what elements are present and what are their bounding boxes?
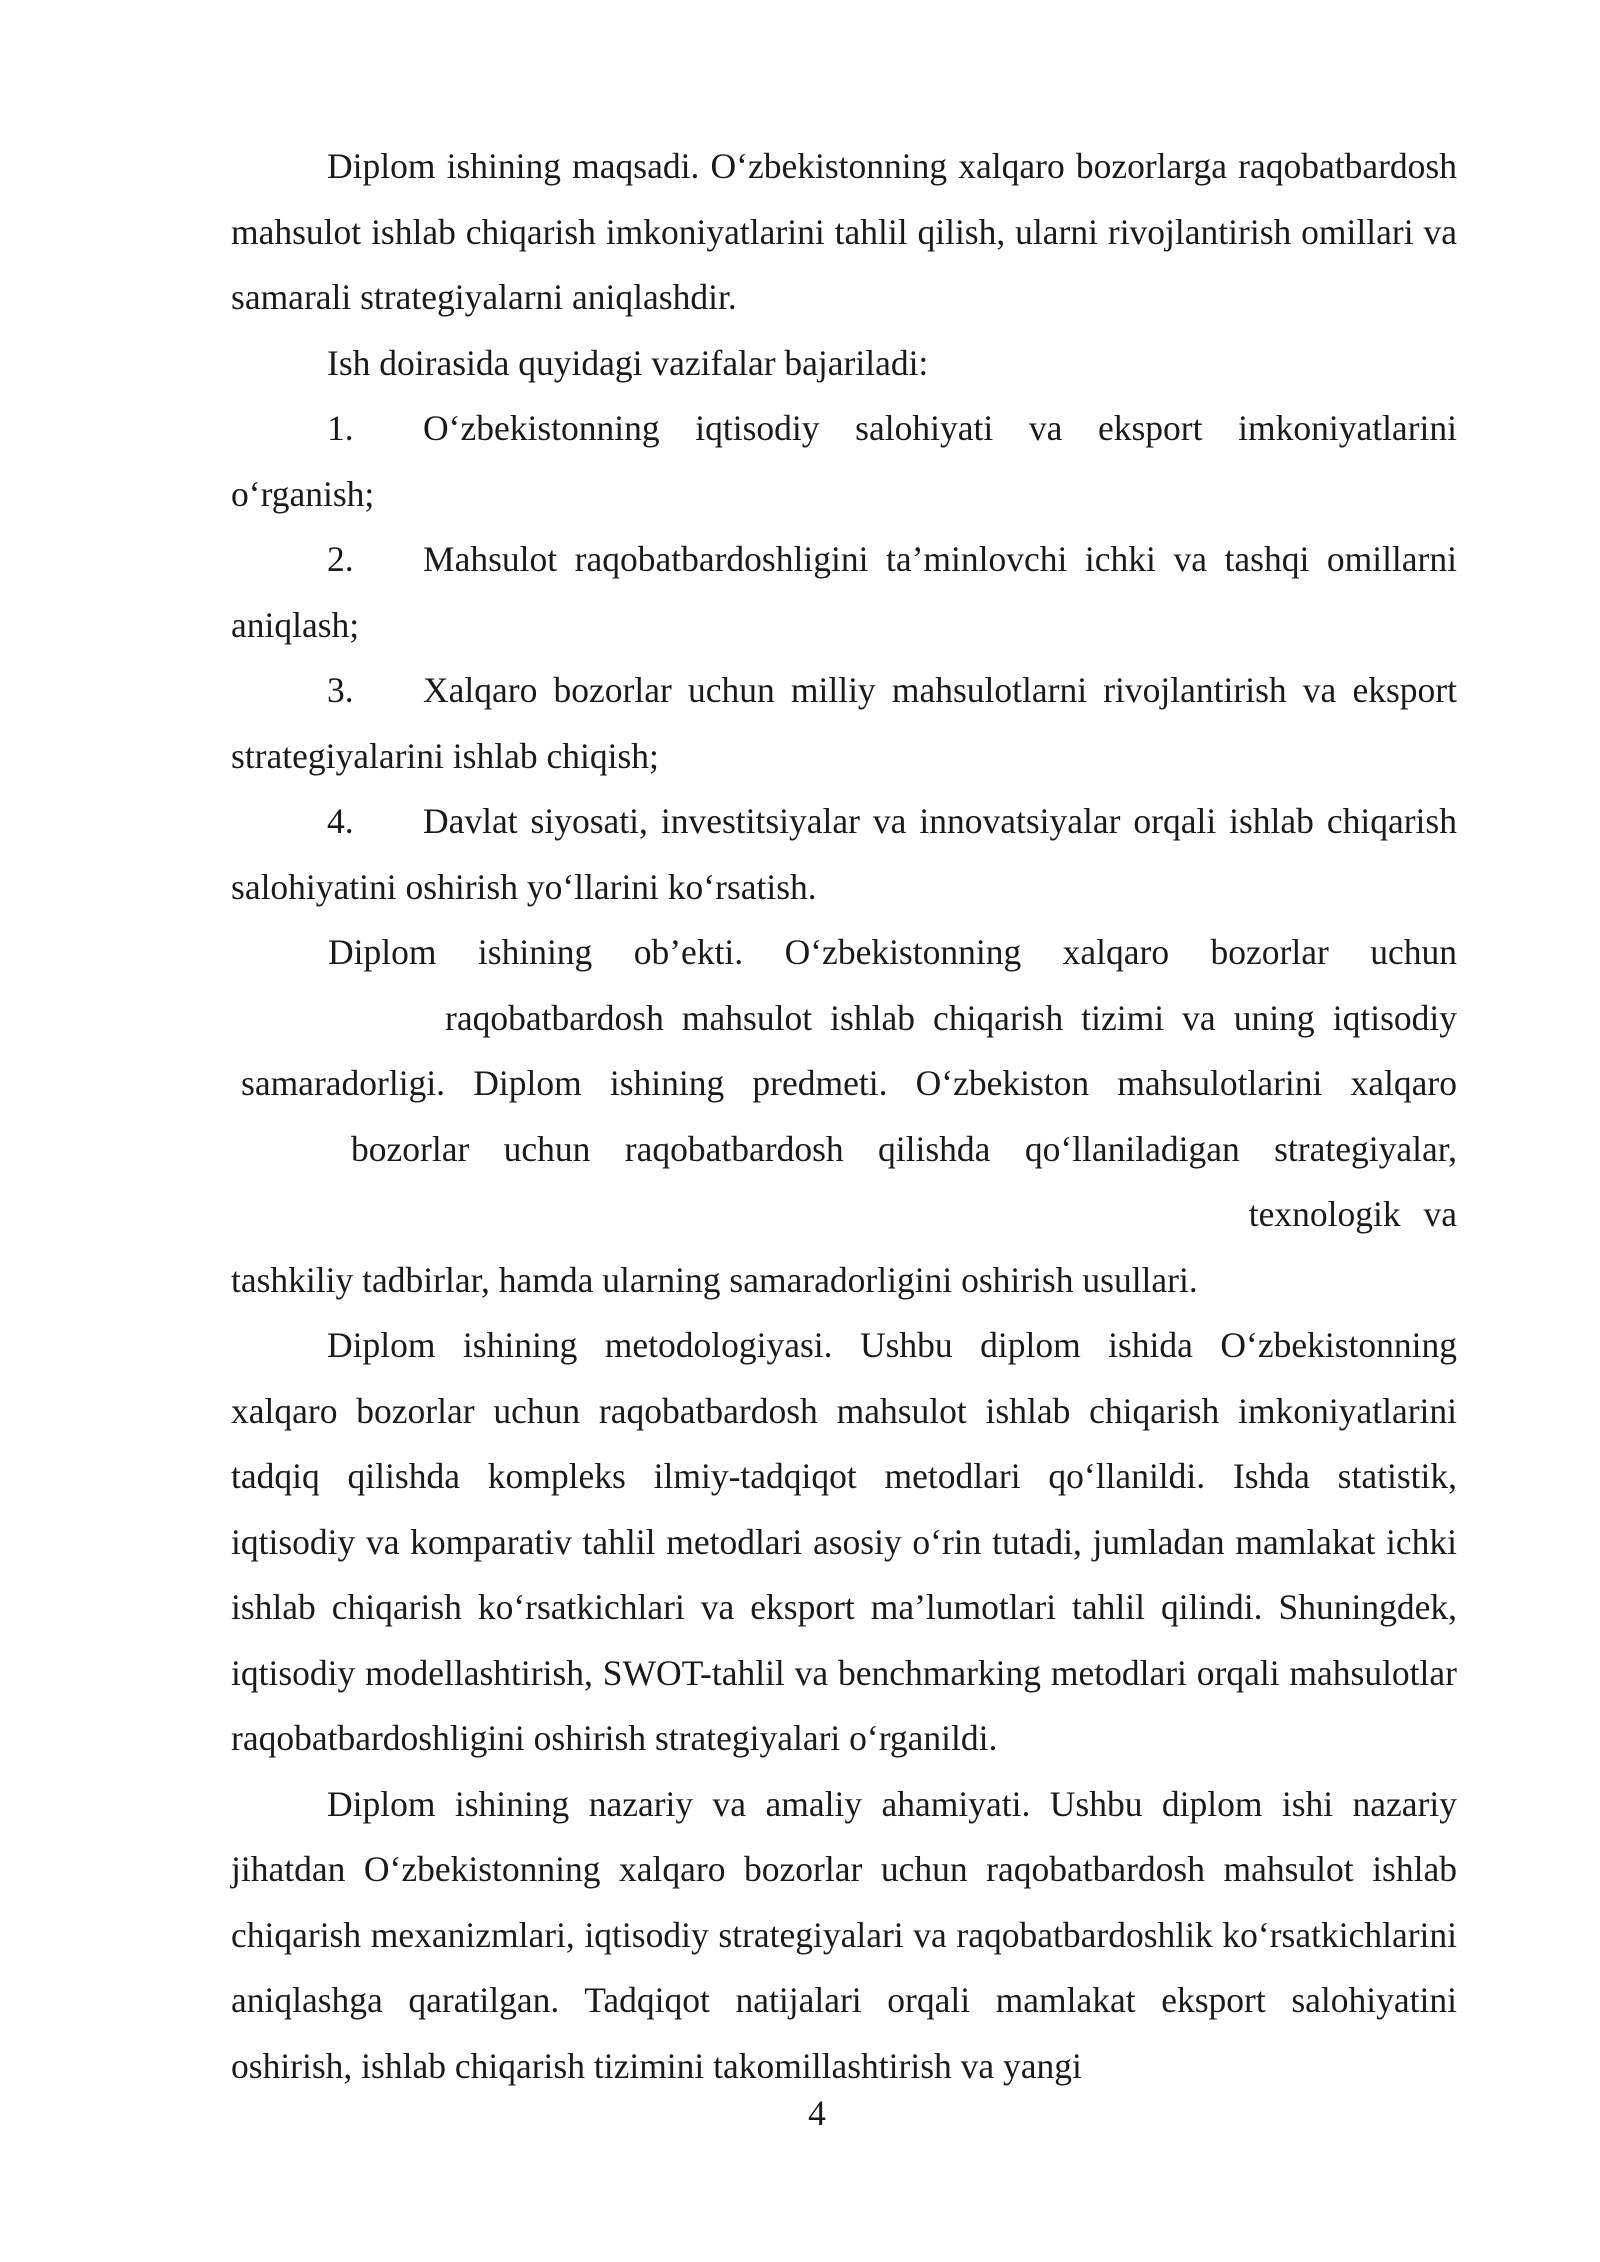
list-item-text: Mahsulot raqobatbardoshligini ta’minlovchi ichki va tashqi omillarni aniqlash; xyxy=(231,539,1457,645)
list-item xyxy=(231,658,1457,789)
list-item-number: 2. xyxy=(327,539,354,579)
object-line: Diplom ishining ob’ekti. O‘zbekistonning xalqaro bozorlar uchun xyxy=(328,932,1457,972)
list-item xyxy=(231,396,1457,527)
object-line: bozorlar uchun raqobatbardosh qilishda qo‘llaniladigan strategiyalar, xyxy=(351,1128,1457,1169)
aim-paragraph: Diplom ishining maqsadi. O‘zbekistonning xalqaro bozorlarga raqobatbardosh mahsulot ishlab chiqarish imkoniyatlarini tahlil qilish, ularni rivojlantirish omillari va samarali strategiyalarni aniqlashdir. xyxy=(231,146,1457,317)
document-body xyxy=(231,134,1457,2099)
list-item-number: 3. xyxy=(327,670,354,710)
list-item-number: 1. xyxy=(327,408,354,448)
tasks-intro: Ish doirasida quyidagi vazifalar bajariladi: xyxy=(327,342,929,383)
tasks-list xyxy=(231,396,1457,920)
list-item xyxy=(231,527,1457,658)
list-item xyxy=(231,789,1457,920)
object-line: samaradorligi. Diplom ishining predmeti. O‘zbekiston mahsulotlarini xalqaro xyxy=(241,1063,1457,1103)
object-subject-block xyxy=(231,920,1457,1313)
list-item-text: O‘zbekistonning iqtisodiy salohiyati va eksport imkoniyatlarini o‘rganish; xyxy=(231,408,1457,514)
page-number: 4 xyxy=(808,2093,826,2133)
list-item-text: Xalqaro bozorlar uchun milliy mahsulotlarni rivojlantirish va eksport strategiyalarini ishlab chiqish; xyxy=(231,670,1457,776)
significance-paragraph: Diplom ishining nazariy va amaliy ahamiyati. Ushbu diplom ishi nazariy jihatdan O‘zbekistonning xalqaro bozorlar uchun raqobatbardosh mahsulot ishlab chiqarish mexanizmlari, iqtisodiy strategiyalari va raqobatbardoshlik ko‘rsatkichlarini aniqlashga qaratilgan. Tadqiqot natijalari orqali mamlakat eksport salohiyatini oshirish, ishlab chiqarish tizimini takomillashtirish va yangi xyxy=(231,1783,1457,2086)
list-item-number: 4. xyxy=(327,801,354,841)
object-line: texnologik va xyxy=(1248,1194,1457,1234)
object-line: tashkiliy tadbirlar, hamda ularning samaradorligini oshirish usullari. xyxy=(231,1259,1198,1300)
list-item-text: Davlat siyosati, investitsiyalar va innovatsiyalar orqali ishlab chiqarish salohiyatini oshirish yo‘llarini ko‘rsatish. xyxy=(231,801,1457,907)
object-line: raqobatbardosh mahsulot ishlab chiqarish tizimi va uning iqtisodiy xyxy=(445,997,1457,1038)
methodology-paragraph: Diplom ishining metodologiyasi. Ushbu diplom ishida O‘zbekistonning xalqaro bozorlar uchun raqobatbardosh mahsulot ishlab chiqarish imkoniyatlarini tadqiq qilishda kompleks ilmiy-tadqiqot metodlari qo‘llanildi. Ishda statistik, iqtisodiy va komparativ tahlil metodlari asosiy o‘rin tutadi, jumladan mamlakat ichki ishlab chiqarish ko‘rsatkichlari va eksport ma’lumotlari tahlil qilindi. Shuningdek, iqtisodiy modellashtirish, SWOT-tahlil va benchmarking metodlari orqali mahsulotlar raqobatbardoshligini oshirish strategiyalari o‘rganildi. xyxy=(231,1325,1457,1758)
